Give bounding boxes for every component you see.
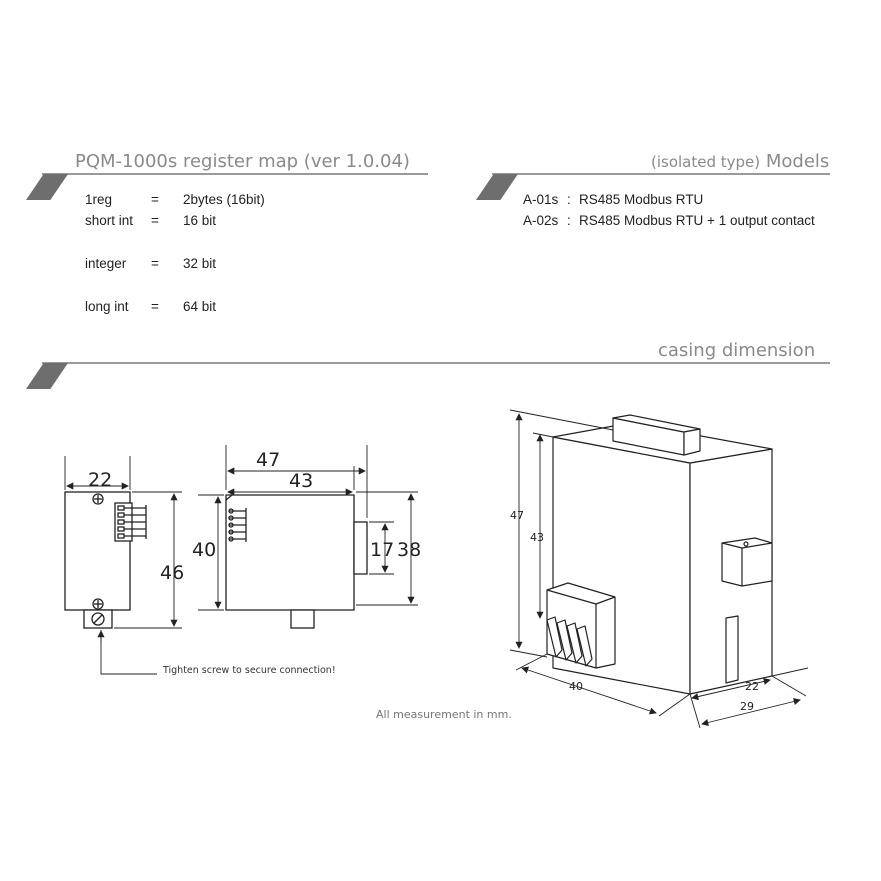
register-map-title: PQM-1000s register map (ver 1.0.04): [75, 151, 410, 172]
measurement-footer: All measurement in mm.: [376, 708, 512, 721]
model-row-a01s: A-01s : RS485 Modbus RTU: [523, 192, 704, 207]
models-title-main: Models: [760, 151, 830, 172]
side-height-inner-label: 40: [192, 539, 217, 561]
iso-width-label: 22: [745, 680, 759, 693]
front-height-label: 46: [160, 562, 185, 584]
models-title-sub: (isolated type): [651, 153, 761, 171]
screw-note: Tighten screw to secure connection!: [163, 665, 336, 676]
iso-width-total-label: 29: [740, 700, 754, 713]
iso-h-body-label: 43: [530, 531, 544, 544]
iso-view: [547, 415, 772, 694]
front-view: [65, 492, 146, 628]
side-view: [226, 495, 367, 628]
front-width-label: 22: [88, 469, 113, 491]
model-row-a02s: A-02s : RS485 Modbus RTU + 1 output contact: [523, 213, 815, 228]
iso-h-total-label: 47: [510, 509, 524, 522]
side-depth-total-label: 47: [256, 449, 281, 471]
iso-length-label: 40: [569, 680, 583, 693]
casing-title: casing dimension: [658, 340, 816, 361]
side-height-total-label: 38: [397, 539, 422, 561]
side-port-label: 17: [370, 539, 395, 561]
side-depth-body-label: 43: [289, 470, 314, 492]
